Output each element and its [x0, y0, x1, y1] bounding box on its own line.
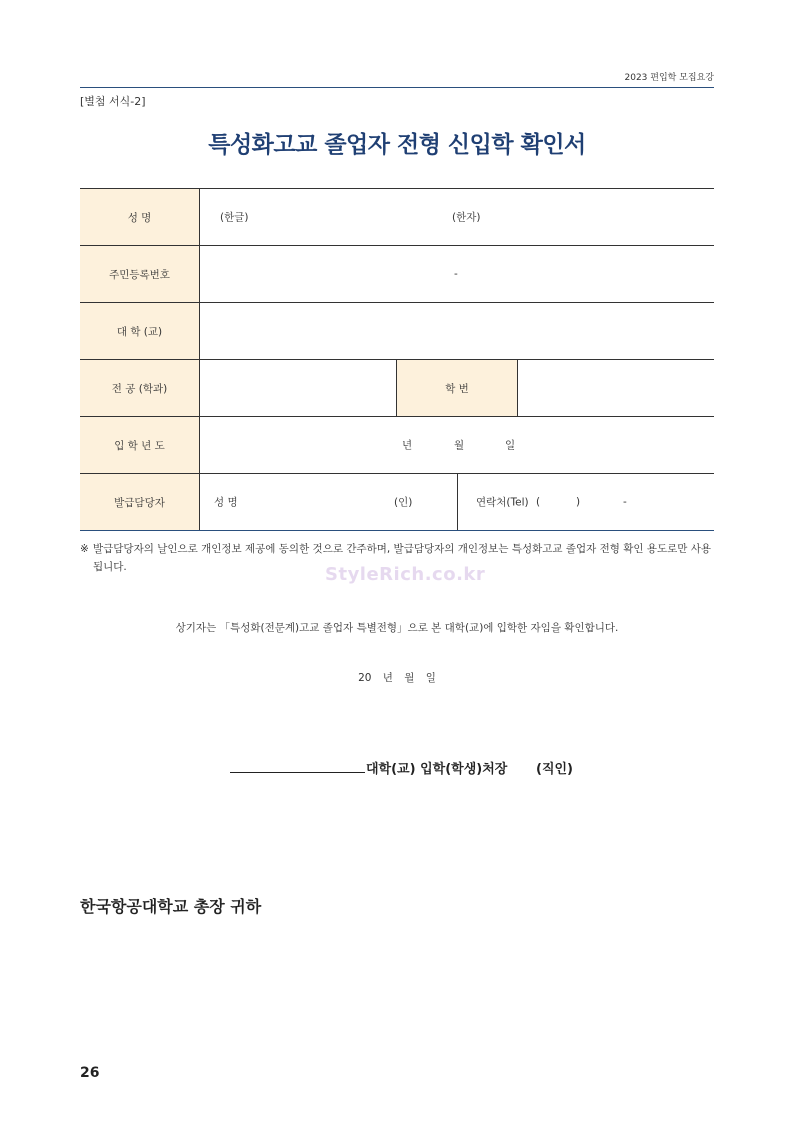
entrance-year-label: 입 학 년 도 [80, 417, 200, 473]
row-resident-number [80, 246, 714, 303]
issue-date: 20 년 월 일 [358, 672, 436, 684]
row-university [80, 303, 714, 360]
major-label: 전 공 (학과) [80, 360, 200, 416]
student-id-label: 학 번 [396, 360, 518, 416]
issuer-label: 발급담당자 [80, 474, 200, 530]
row-entrance-year [80, 417, 714, 474]
note-text: 발급담당자의 날인으로 개인정보 제공에 동의한 것으로 간주하며, 발급담당자의 개인정보는 특성화고교 졸업자 전형 확인 용도로만 사용됩니다. [93, 543, 712, 573]
document-title: 특성화고교 졸업자 전형 신입학 확인서 [208, 132, 586, 158]
confirmation-statement: 상기자는 「특성화(전문계)고교 졸업자 특별전형」으로 본 대학(교)에 입학한 자임을 확인합니다. [175, 622, 619, 634]
header-divider [80, 87, 714, 88]
issuer-contact-dash: - [623, 496, 627, 508]
name-hanja-field[interactable]: (한자) [452, 211, 481, 224]
form-code: [별첨 서식-2] [80, 95, 146, 108]
header-label: 2023 편입학 모집요강 [624, 73, 714, 83]
issuer-contact-paren-open: ( [536, 496, 541, 508]
entrance-day-unit: 일 [505, 439, 516, 452]
row-major [80, 360, 714, 417]
name-hangul-field[interactable]: (한글) [220, 211, 249, 224]
issuer-divider [457, 474, 458, 530]
entrance-year-unit: 년 [402, 439, 413, 452]
issuer-seal: (인) [394, 496, 413, 509]
note-mark: ※ [80, 543, 89, 555]
resident-number-field[interactable]: - [454, 268, 458, 280]
row-name [80, 189, 714, 246]
signatory-title: 대학(교) 입학(학생)처장 [366, 762, 508, 777]
resident-number-label: 주민등록번호 [80, 246, 200, 302]
official-seal-label: (직인) [536, 762, 573, 777]
name-label: 성 명 [80, 189, 200, 245]
watermark: StyleRich.co.kr [325, 564, 486, 585]
issuer-contact-label: 연락처(Tel) [476, 496, 529, 509]
issuer-contact-paren-close: ) [576, 496, 581, 508]
addressee: 한국항공대학교 총장 귀하 [80, 897, 262, 916]
university-label: 대 학 (교) [80, 303, 200, 359]
confirmation-form-table [80, 188, 714, 531]
page-number: 26 [80, 1065, 100, 1081]
row-issuer [80, 474, 714, 531]
issuer-name-label: 성 명 [214, 496, 238, 509]
signature-blank-line [230, 772, 365, 773]
entrance-month-unit: 월 [454, 439, 465, 452]
